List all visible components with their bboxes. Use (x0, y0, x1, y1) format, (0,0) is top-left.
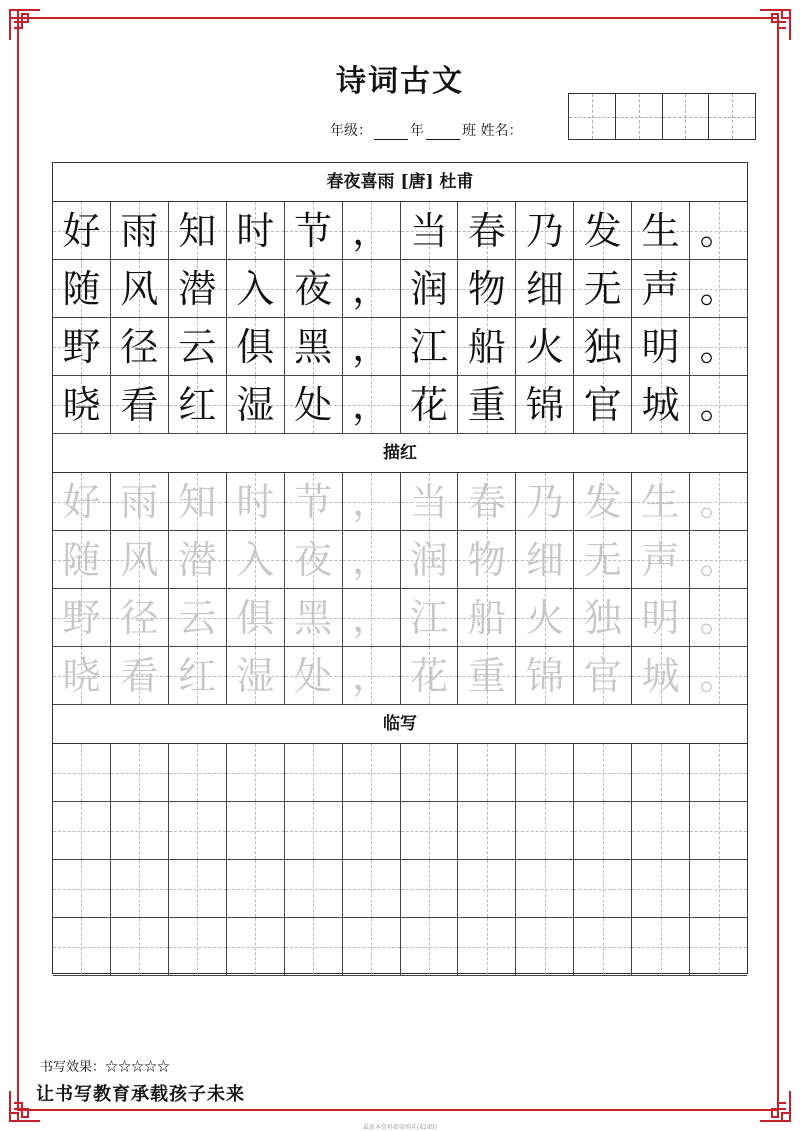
grid-character: 黑 (294, 596, 333, 640)
grid-cell (632, 531, 690, 589)
grid-character: 细 (525, 267, 564, 311)
grid-character: 花 (409, 383, 448, 427)
grid-cell[interactable] (111, 918, 169, 976)
grid-character: ， (352, 596, 391, 640)
grid-character: 野 (62, 596, 101, 640)
grid-cell[interactable] (574, 860, 632, 918)
grid-character: 俱 (236, 596, 275, 640)
rating-stars[interactable]: ☆☆☆☆☆ (105, 1060, 171, 1075)
grid-character: 知 (178, 209, 217, 253)
grid-character: 。 (699, 654, 738, 698)
grid-cell (574, 376, 632, 434)
grid-cell[interactable] (458, 802, 516, 860)
grid-character: 径 (120, 596, 159, 640)
grid-cell (516, 473, 574, 531)
grid-cell[interactable] (285, 918, 343, 976)
grid-cell (690, 473, 747, 531)
grid-cell[interactable] (53, 918, 111, 976)
grid-character: 红 (178, 654, 217, 698)
grid-character: 潜 (178, 538, 217, 582)
grid-character: 云 (178, 596, 217, 640)
corner-ornament-icon (758, 1089, 792, 1123)
grid-cell (574, 318, 632, 376)
grid-cell[interactable] (53, 860, 111, 918)
grid-character: 物 (467, 267, 506, 311)
grid-cell (401, 531, 459, 589)
grid-cell (285, 202, 343, 260)
grid-cell[interactable] (458, 918, 516, 976)
grid-cell[interactable] (343, 918, 401, 976)
grid-cell (632, 473, 690, 531)
grid-cell[interactable] (169, 744, 227, 802)
grid-cell (343, 202, 401, 260)
grid-cell (516, 318, 574, 376)
grid-cell (169, 376, 227, 434)
grid-character: 官 (583, 654, 622, 698)
practice-sheet (52, 162, 748, 974)
grid-cell[interactable] (690, 802, 747, 860)
grid-character: 晓 (62, 654, 101, 698)
grid-cell (632, 647, 690, 705)
grid-cell[interactable] (285, 744, 343, 802)
grid-character: 红 (178, 383, 217, 427)
grid-cell[interactable] (632, 860, 690, 918)
slogan: 让书写教育承载孩子未来 (36, 1084, 245, 1105)
grid-character: 野 (62, 325, 101, 369)
grid-character: 看 (120, 654, 159, 698)
grid-character: 风 (120, 267, 159, 311)
trace-row (53, 473, 747, 531)
grid-cell[interactable] (401, 860, 459, 918)
student-info (330, 120, 522, 140)
grid-character: 明 (641, 325, 680, 369)
grid-cell[interactable] (343, 744, 401, 802)
grid-cell (458, 647, 516, 705)
grid-character: ， (352, 383, 391, 427)
grid-cell[interactable] (574, 918, 632, 976)
grid-cell (53, 473, 111, 531)
grid-cell (169, 589, 227, 647)
grid-cell (169, 202, 227, 260)
grid-cell (690, 531, 747, 589)
grid-cell (169, 473, 227, 531)
grid-cell (401, 202, 459, 260)
name-label: 姓名： (480, 123, 523, 139)
grid-cell (111, 589, 169, 647)
grid-cell (285, 531, 343, 589)
grid-cell (285, 647, 343, 705)
grid-character: 随 (62, 267, 101, 311)
grid-cell (227, 589, 285, 647)
grid-cell (574, 473, 632, 531)
grid-cell (632, 589, 690, 647)
grid-character: 船 (467, 596, 506, 640)
grid-character: 。 (699, 325, 738, 369)
grid-cell (458, 260, 516, 318)
grid-character: 雨 (120, 209, 159, 253)
grid-character: 俱 (236, 325, 275, 369)
grid-cell (632, 260, 690, 318)
grid-character: ， (352, 538, 391, 582)
grid-cell[interactable] (690, 860, 747, 918)
grid-cell (111, 318, 169, 376)
grid-cell (632, 376, 690, 434)
grid-cell (227, 647, 285, 705)
copy-grid[interactable] (53, 744, 747, 976)
grid-cell (285, 473, 343, 531)
grid-cell (401, 473, 459, 531)
grid-cell (169, 260, 227, 318)
grid-cell[interactable] (227, 918, 285, 976)
grid-cell (343, 473, 401, 531)
class-suffix: 班 (462, 123, 476, 139)
grid-cell (343, 589, 401, 647)
copy-row (53, 744, 747, 802)
trace-row (53, 589, 747, 647)
grid-cell (111, 376, 169, 434)
grid-character: 发 (583, 480, 622, 524)
trace-grid[interactable] (53, 473, 747, 705)
grid-cell (343, 647, 401, 705)
poem-row (53, 318, 747, 376)
grid-character: 随 (62, 538, 101, 582)
grid-cell (343, 260, 401, 318)
grid-cell (690, 260, 747, 318)
grid-character: 节 (294, 209, 333, 253)
grid-cell (169, 318, 227, 376)
grid-cell (53, 376, 111, 434)
grid-character: 。 (699, 538, 738, 582)
grid-cell[interactable] (227, 744, 285, 802)
grid-cell (516, 260, 574, 318)
grid-cell[interactable] (169, 860, 227, 918)
grid-character: 生 (641, 209, 680, 253)
corner-ornament-icon (8, 8, 42, 42)
grid-cell (458, 589, 516, 647)
grid-cell (227, 531, 285, 589)
grid-cell (401, 589, 459, 647)
grid-cell[interactable] (285, 802, 343, 860)
grid-cell (285, 376, 343, 434)
grid-cell[interactable] (401, 744, 459, 802)
grid-cell (401, 260, 459, 318)
grid-cell[interactable] (632, 918, 690, 976)
grid-cell[interactable] (227, 802, 285, 860)
grid-cell (401, 647, 459, 705)
grid-character: 春 (467, 209, 506, 253)
grid-cell[interactable] (285, 860, 343, 918)
grid-character: 润 (409, 267, 448, 311)
year-suffix: 年 (410, 123, 424, 139)
grid-character: 黑 (294, 325, 333, 369)
grid-cell (458, 318, 516, 376)
grid-cell[interactable] (111, 802, 169, 860)
grid-character: 船 (467, 325, 506, 369)
grid-cell[interactable] (574, 802, 632, 860)
grid-cell[interactable] (574, 744, 632, 802)
grid-character: 重 (467, 383, 506, 427)
grid-cell[interactable] (690, 918, 747, 976)
grid-cell (285, 260, 343, 318)
copy-heading: 临写 (53, 705, 747, 744)
grid-character: 声 (641, 538, 680, 582)
grid-character: 生 (641, 480, 680, 524)
grid-character: ， (352, 325, 391, 369)
grid-cell (690, 589, 747, 647)
grade-label: 年级： (330, 123, 372, 139)
grid-cell[interactable] (401, 918, 459, 976)
grid-cell (690, 318, 747, 376)
grid-character: 湿 (236, 654, 275, 698)
grid-character: 当 (409, 480, 448, 524)
grid-character: 好 (62, 480, 101, 524)
copy-row (53, 802, 747, 860)
grid-character: 晓 (62, 383, 101, 427)
poem-row (53, 376, 747, 434)
grid-character: 官 (583, 383, 622, 427)
grid-cell (458, 202, 516, 260)
grid-cell[interactable] (458, 744, 516, 802)
grid-character: 。 (699, 209, 738, 253)
grid-cell (227, 318, 285, 376)
grid-character: 独 (583, 596, 622, 640)
grid-cell (53, 589, 111, 647)
corner-ornament-icon (758, 8, 792, 42)
grid-character: 夜 (294, 538, 333, 582)
grid-cell[interactable] (458, 860, 516, 918)
grid-cell[interactable] (632, 802, 690, 860)
grid-cell (401, 376, 459, 434)
grid-cell (53, 318, 111, 376)
grid-cell (458, 531, 516, 589)
grid-cell (111, 473, 169, 531)
copy-row (53, 918, 747, 976)
grid-cell[interactable] (516, 744, 574, 802)
grid-cell (111, 260, 169, 318)
grid-cell (632, 318, 690, 376)
poem-row (53, 202, 747, 260)
grid-character: 锦 (525, 383, 564, 427)
grid-cell (574, 647, 632, 705)
grid-character: 声 (641, 267, 680, 311)
grid-cell (632, 202, 690, 260)
grid-character: 无 (583, 538, 622, 582)
grid-cell[interactable] (516, 802, 574, 860)
page-title: 诗词古文 (336, 64, 464, 99)
grid-character: 入 (236, 267, 275, 311)
grid-cell (111, 647, 169, 705)
class-blank[interactable] (426, 125, 460, 140)
grid-cell (227, 202, 285, 260)
grid-cell (227, 376, 285, 434)
grid-character: 无 (583, 267, 622, 311)
grid-character: 江 (409, 596, 448, 640)
grid-cell[interactable] (632, 744, 690, 802)
grid-character: 乃 (525, 480, 564, 524)
grade-blank[interactable] (374, 125, 408, 140)
grid-character: 看 (120, 383, 159, 427)
grid-cell (574, 589, 632, 647)
grid-cell (285, 589, 343, 647)
trace-row (53, 531, 747, 589)
grid-cell (401, 318, 459, 376)
grid-cell (53, 531, 111, 589)
grid-cell (343, 531, 401, 589)
grid-character: 火 (525, 596, 564, 640)
grid-character: 知 (178, 480, 217, 524)
grid-cell (285, 318, 343, 376)
trace-row (53, 647, 747, 705)
poem-grid (53, 202, 747, 434)
grid-character: 花 (409, 654, 448, 698)
rating-label: 书写效果： (40, 1060, 106, 1075)
grid-cell (690, 647, 747, 705)
grid-character: 处 (294, 383, 333, 427)
grid-character: 时 (236, 480, 275, 524)
grid-character: ， (352, 267, 391, 311)
grid-cell (343, 318, 401, 376)
grid-cell (343, 376, 401, 434)
copy-row (53, 860, 747, 918)
grid-character: 城 (641, 654, 680, 698)
trace-heading: 描红 (53, 434, 747, 473)
grid-character: 云 (178, 325, 217, 369)
grid-cell (53, 647, 111, 705)
grid-cell (516, 589, 574, 647)
grid-character: 物 (467, 538, 506, 582)
grid-character: 。 (699, 267, 738, 311)
grid-character: 。 (699, 383, 738, 427)
name-writing-box[interactable] (568, 93, 756, 140)
grid-character: 入 (236, 538, 275, 582)
grid-character: 湿 (236, 383, 275, 427)
grid-cell[interactable] (516, 918, 574, 976)
grid-character: 。 (699, 596, 738, 640)
grid-cell (53, 202, 111, 260)
grid-cell[interactable] (169, 802, 227, 860)
footer-note: 最新本资料如需购买(4249) (363, 1124, 437, 1131)
grid-cell (169, 647, 227, 705)
grid-cell[interactable] (401, 802, 459, 860)
grid-character: 时 (236, 209, 275, 253)
grid-cell (574, 531, 632, 589)
grid-cell (111, 531, 169, 589)
grid-cell (516, 376, 574, 434)
grid-cell[interactable] (343, 860, 401, 918)
grid-character: 雨 (120, 480, 159, 524)
grid-cell[interactable] (111, 744, 169, 802)
grid-cell[interactable] (53, 744, 111, 802)
grid-cell (111, 202, 169, 260)
grid-cell (227, 260, 285, 318)
grid-character: ， (352, 209, 391, 253)
grid-character: 径 (120, 325, 159, 369)
grid-character: 锦 (525, 654, 564, 698)
grid-character: ， (352, 654, 391, 698)
grid-character: 火 (525, 325, 564, 369)
poem-row (53, 260, 747, 318)
grid-character: 细 (525, 538, 564, 582)
grid-character: 江 (409, 325, 448, 369)
grid-cell[interactable] (227, 860, 285, 918)
grid-character: 。 (699, 480, 738, 524)
grid-character: 乃 (525, 209, 564, 253)
grid-character: 明 (641, 596, 680, 640)
grid-cell[interactable] (516, 860, 574, 918)
grid-cell[interactable] (343, 802, 401, 860)
grid-cell (690, 376, 747, 434)
grid-cell (458, 376, 516, 434)
grid-cell[interactable] (53, 802, 111, 860)
grid-cell (574, 202, 632, 260)
grid-cell (690, 202, 747, 260)
grid-cell (169, 531, 227, 589)
grid-cell (574, 260, 632, 318)
grid-character: 夜 (294, 267, 333, 311)
grid-character: 重 (467, 654, 506, 698)
grid-character: ， (352, 480, 391, 524)
grid-character: 发 (583, 209, 622, 253)
grid-cell[interactable] (169, 918, 227, 976)
grid-cell (516, 647, 574, 705)
grid-cell (53, 260, 111, 318)
grid-character: 独 (583, 325, 622, 369)
grid-cell[interactable] (690, 744, 747, 802)
poem-heading: 春夜喜雨 [唐] 杜甫 (53, 163, 747, 202)
grid-character: 潜 (178, 267, 217, 311)
rating (40, 1056, 170, 1075)
grid-character: 风 (120, 538, 159, 582)
grid-cell (227, 473, 285, 531)
grid-character: 城 (641, 383, 680, 427)
grid-cell (458, 473, 516, 531)
grid-character: 当 (409, 209, 448, 253)
grid-character: 好 (62, 209, 101, 253)
grid-character: 节 (294, 480, 333, 524)
grid-character: 春 (467, 480, 506, 524)
grid-character: 处 (294, 654, 333, 698)
grid-character: 润 (409, 538, 448, 582)
grid-cell (516, 202, 574, 260)
grid-cell[interactable] (111, 860, 169, 918)
grid-cell (516, 531, 574, 589)
